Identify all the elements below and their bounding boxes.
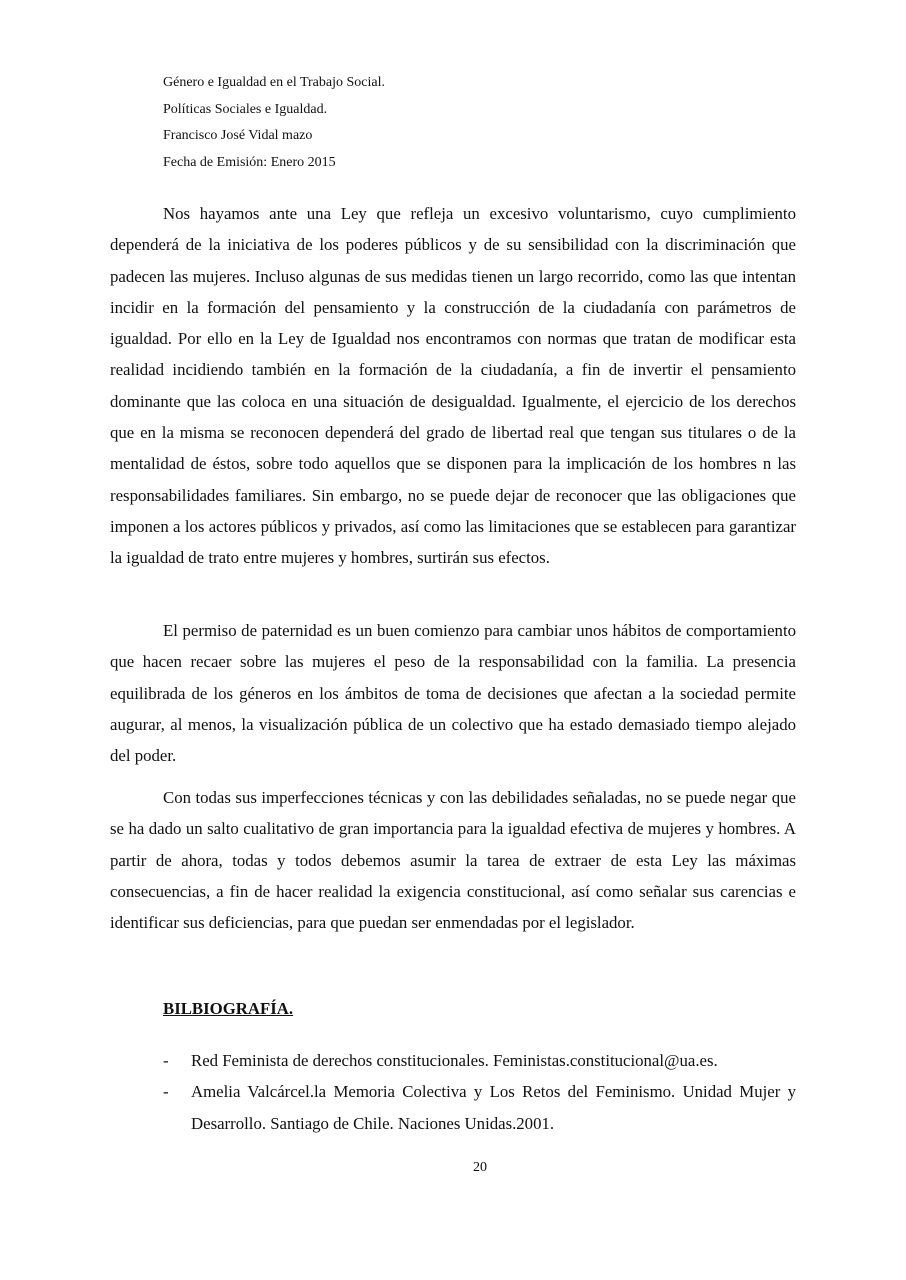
bibliography-heading: BILBIOGRAFÍA. <box>163 999 294 1018</box>
body-paragraph-1-block <box>110 198 796 574</box>
body-paragraph: Con todas sus imperfecciones técnicas y con las debilidades señaladas, no se puede negar que se ha dado un salto cualitativo de gran importancia para la igualdad efectiva de mujeres y hombres. A partir de ahora, todas y todos debemos asumir la tarea de extraer de esta Ley las máximas consecuencias, a fin de hacer realidad la exigencia constitucional, así como señalar sus carencias e identificar sus deficiencias, para que puedan ser enmendadas por el legislador. <box>110 788 796 933</box>
bibliography-item <box>110 1045 796 1076</box>
list-bullet: - <box>163 1051 169 1070</box>
body-paragraph: El permiso de paternidad es un buen comienzo para cambiar unos hábitos de comportamiento que hacen recaer sobre las mujeres el peso de la responsabilidad con la familia. La presencia equilibrada de los géneros en los ámbitos de toma de decisiones que afectan a la sociedad permite augurar, al menos, la visualización pública de un colectivo que ha estado demasiado tiempo alejado del poder. <box>110 621 796 766</box>
bibliography-list <box>110 1045 796 1139</box>
page-number: 20 <box>473 1160 487 1175</box>
bibliography-item-text: Amelia Valcárcel.la Memoria Colectiva y Los Retos del Feminismo. Unidad Mujer y Desarrollo. Santiago de Chile. Naciones Unidas.2001. <box>191 1082 796 1133</box>
list-bullet: - <box>163 1082 169 1102</box>
body-paragraph-3-block <box>110 782 796 938</box>
header-date: Fecha de Emisión: Enero 2015 <box>163 155 336 171</box>
bibliography-item <box>110 1076 796 1139</box>
body-paragraph: Nos hayamos ante una Ley que refleja un excesivo voluntarismo, cuyo cumplimiento dependerá de la iniciativa de los poderes públicos y de su sensibilidad con la discriminación que padecen las mujeres. Incluso algunas de sus medidas tienen un largo recorrido, como las que intentan incidir en la formación del pensamiento y la construcción de la ciudadanía con parámetros de igualdad. Por ello en la Ley de Igualdad nos encontramos con normas que tratan de modificar esta realidad incidiendo también en la formación de la ciudadanía, a fin de invertir el pensamiento dominante que las coloca en una situación de desigualdad. Igualmente, el ejercicio de los derechos que en la misma se reconocen dependerá del grado de libertad real que tengan sus titulares o de la mentalidad de éstos, sobre todo aquellos que se disponen para la implicación de los hombres n las responsabilidades familiares. Sin embargo, no se puede dejar de reconocer que las obligaciones que imponen a los actores públicos y privados, así como las limitaciones que se establecen para garantizar la igualdad de trato entre mujeres y hombres, surtirán sus efectos. <box>110 204 796 568</box>
header-course-title: Género e Igualdad en el Trabajo Social. <box>163 75 385 90</box>
body-paragraph-2-block <box>110 615 796 771</box>
running-header <box>163 70 385 177</box>
header-author: Francisco José Vidal mazo <box>163 128 313 144</box>
bibliography-item-text: Red Feminista de derechos constitucionales. Feministas.constitucional@ua.es. <box>191 1051 718 1070</box>
header-subject: Políticas Sociales e Igualdad. <box>163 101 328 117</box>
